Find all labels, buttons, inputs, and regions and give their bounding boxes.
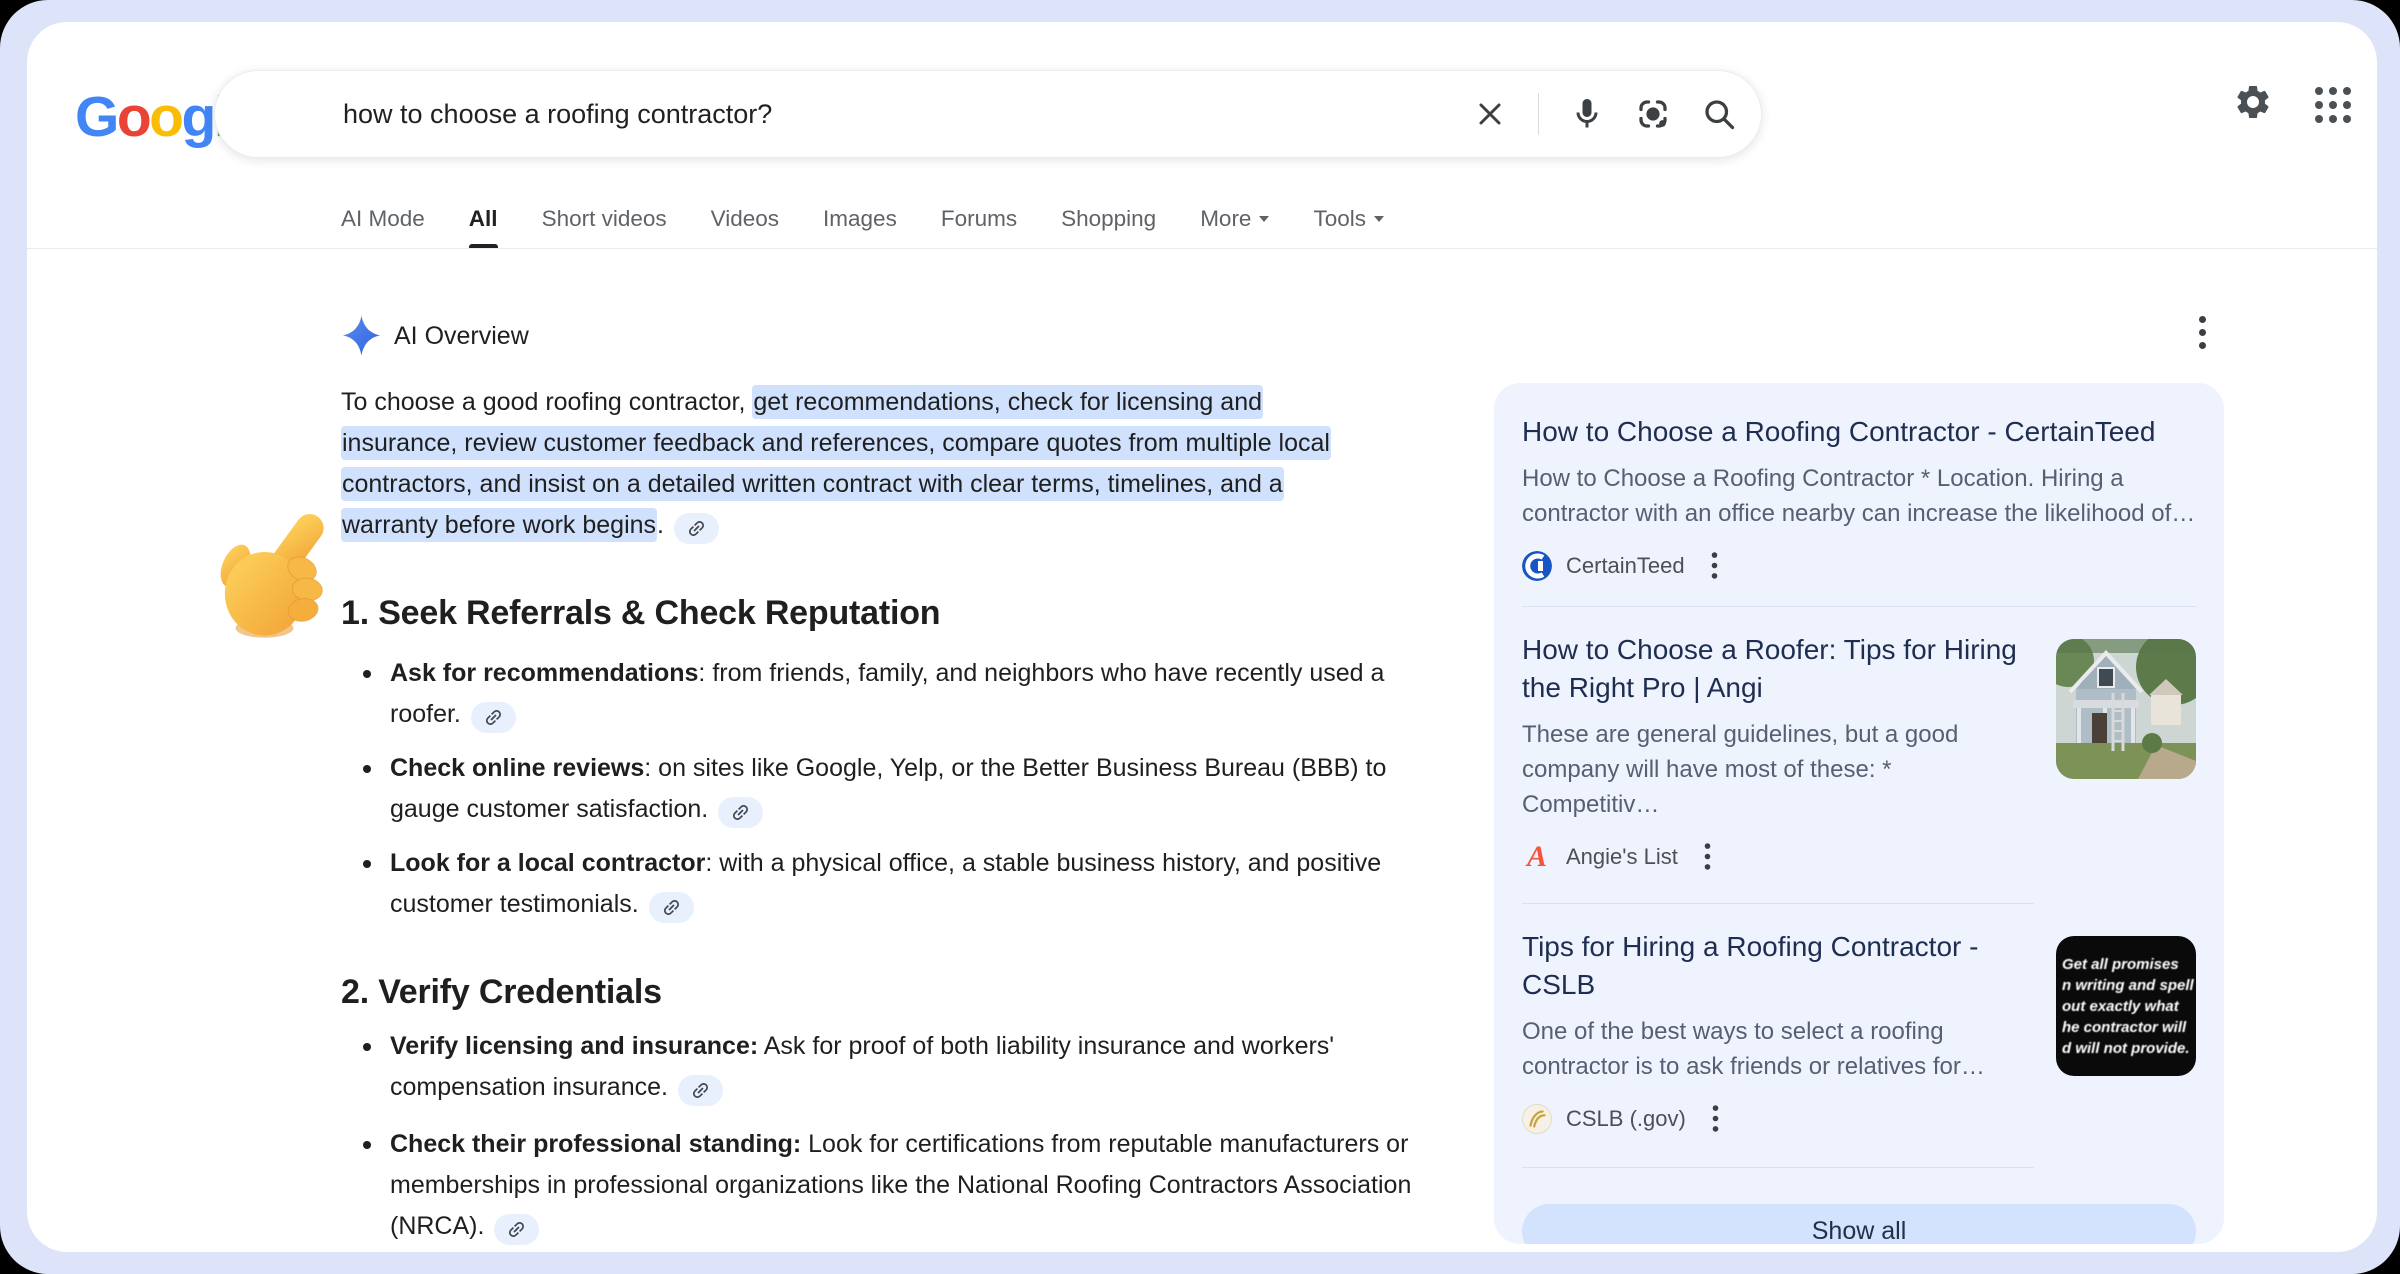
results-tab-bar: [27, 190, 2377, 249]
settings-gear-icon[interactable]: [2233, 82, 2273, 127]
thumb-text-line: d will not provide.: [2062, 1039, 2190, 1057]
source-name: CertainTeed: [1566, 552, 1685, 578]
bullet-text: Look for certifications from reputable manufacturers or memberships in professional organizations like the National Roofing Contractors Association (NRCA).: [390, 1130, 1412, 1240]
hand-pointing-icon: [213, 508, 331, 642]
logo-letter: g: [181, 85, 214, 149]
link-icon: [682, 514, 712, 544]
card-divider: [1522, 903, 2034, 904]
thumb-text-line: he contractor will: [2062, 1018, 2187, 1036]
bullet-lead: Ask for recommendations: [390, 659, 699, 687]
tab-shopping[interactable]: Shopping: [1061, 206, 1157, 231]
thumb-text-line: Get all promises: [2062, 955, 2179, 973]
cslb-favicon: [1522, 1104, 1552, 1134]
link-icon: [479, 703, 509, 733]
show-all-button[interactable]: Show all: [1522, 1204, 2196, 1244]
source-card-title[interactable]: How to Choose a Roofer: Tips for Hiring the Right Pro | Angi: [1522, 634, 2017, 703]
tab-more-label: More: [1200, 206, 1252, 231]
source-name: Angie's List: [1566, 843, 1678, 869]
microphone-icon[interactable]: [1569, 96, 1605, 132]
source-card[interactable]: [1522, 928, 2196, 1168]
bullet-lead: Check online reviews: [390, 754, 645, 782]
tab-all[interactable]: All: [469, 190, 498, 248]
list-item: [341, 1124, 1416, 1247]
link-icon: [502, 1215, 532, 1245]
tab-videos[interactable]: Videos: [710, 206, 780, 231]
angies-list-favicon: A: [1526, 841, 1547, 872]
clear-icon[interactable]: [1472, 96, 1508, 132]
tab-tools-label: Tools: [1313, 206, 1366, 231]
source-card-snippet: One of the best ways to select a roofing contractor is to ask friends or relatives for…: [1522, 1018, 1985, 1080]
bullet-lead: Verify licensing and insurance:: [390, 1032, 759, 1060]
bullet-text: : with a physical office, a stable business history, and positive customer testimonials.: [390, 849, 1382, 918]
source-link-chip[interactable]: [494, 1214, 539, 1245]
source-card-title[interactable]: How to Choose a Roofing Contractor - CertainTeed: [1522, 416, 2156, 447]
tab-images[interactable]: Images: [823, 206, 897, 231]
search-icon[interactable]: [1701, 96, 1737, 132]
sources-panel: [1494, 383, 2224, 1244]
list-item: [341, 748, 1416, 830]
source-card[interactable]: [1522, 413, 2196, 607]
ai-sparkle-icon: [341, 314, 382, 358]
source-card[interactable]: [1522, 631, 2196, 904]
tab-more[interactable]: [1200, 190, 1269, 248]
list-item: [341, 653, 1416, 735]
ai-overview-summary: [341, 382, 1331, 546]
link-icon: [656, 893, 686, 923]
summary-tail: .: [657, 511, 664, 539]
link-icon: [726, 798, 756, 828]
card-divider: [1522, 1167, 2034, 1168]
tab-ai-mode[interactable]: AI Mode: [341, 206, 425, 231]
source-link-chip[interactable]: [678, 1075, 723, 1106]
bullet-list-2: [341, 1026, 1437, 1247]
section-heading-2: 2. Verify Credentials: [341, 973, 662, 1011]
list-item: [341, 1026, 1416, 1108]
source-card-title[interactable]: Tips for Hiring a Roofing Contractor - CSLB: [1522, 931, 1979, 1000]
ai-overview-menu-icon[interactable]: [2199, 316, 2206, 349]
list-item: [341, 843, 1416, 925]
logo-letter: G: [75, 85, 117, 149]
certainteed-favicon: [1522, 551, 1552, 581]
source-link-chip[interactable]: [471, 702, 516, 733]
card-divider: [1522, 606, 2196, 607]
card-menu-icon[interactable]: [1705, 843, 1711, 869]
angi-article-thumbnail: [2056, 639, 2196, 779]
source-name: CSLB (.gov): [1566, 1105, 1686, 1131]
chevron-down-icon: [1259, 216, 1269, 222]
link-icon: [686, 1076, 716, 1106]
ai-overview-label: AI Overview: [394, 321, 529, 350]
summary-lead: To choose a good roofing contractor,: [341, 388, 753, 416]
bullet-lead: Look for a local contractor: [390, 849, 706, 877]
card-menu-icon[interactable]: [1711, 552, 1717, 578]
card-menu-icon[interactable]: [1713, 1105, 1719, 1131]
search-input[interactable]: how to choose a roofing contractor?: [343, 98, 773, 129]
source-link-chip[interactable]: [718, 797, 763, 828]
search-bar[interactable]: [214, 70, 1762, 158]
source-link-chip[interactable]: [649, 892, 694, 923]
section-heading-1: 1. Seek Referrals & Check Reputation: [341, 594, 941, 632]
ai-overview-section: [341, 314, 1437, 1252]
highlighted-text: get recommendations, check for licensing and insurance, review customer feedback and references, compare quotes from multiple local contractors, and insist on a detailed written contract with clear terms, timelines, and a warranty before work begins: [341, 385, 1331, 542]
chevron-down-icon: [1374, 216, 1384, 222]
thumb-text-line: n writing and spell: [2062, 976, 2194, 994]
thumb-text-line: out exactly what: [2062, 997, 2179, 1015]
bullet-text: : on sites like Google, Yelp, or the Better Business Bureau (BBB) to gauge customer satisfaction.: [390, 754, 1387, 823]
tab-short-videos[interactable]: Short videos: [541, 206, 667, 231]
logo-letter: o: [149, 85, 182, 149]
search-divider: [1538, 93, 1539, 135]
cslb-article-thumbnail: [2056, 936, 2196, 1076]
source-link-chip[interactable]: [674, 513, 719, 544]
tab-forums[interactable]: Forums: [940, 206, 1018, 231]
bullet-text: Ask for proof of both liability insurance and workers' compensation insurance.: [390, 1032, 1335, 1101]
source-card-snippet: These are general guidelines, but a good company will have most of these: * Competitiv…: [1522, 721, 1959, 818]
bullet-text: : from friends, family, and neighbors who have recently used a roofer.: [390, 659, 1385, 728]
apps-grid-icon[interactable]: [2315, 87, 2351, 123]
browser-window: [27, 22, 2377, 1252]
bullet-list-1: [341, 653, 1437, 925]
google-lens-icon[interactable]: [1635, 96, 1671, 132]
source-card-snippet: How to Choose a Roofing Contractor * Location. Hiring a contractor with an office nearby can increase the likelihood of…: [1522, 465, 2196, 527]
tab-tools[interactable]: [1313, 190, 1384, 248]
bullet-lead: Check their professional standing:: [390, 1130, 802, 1158]
logo-letter: o: [116, 85, 150, 149]
